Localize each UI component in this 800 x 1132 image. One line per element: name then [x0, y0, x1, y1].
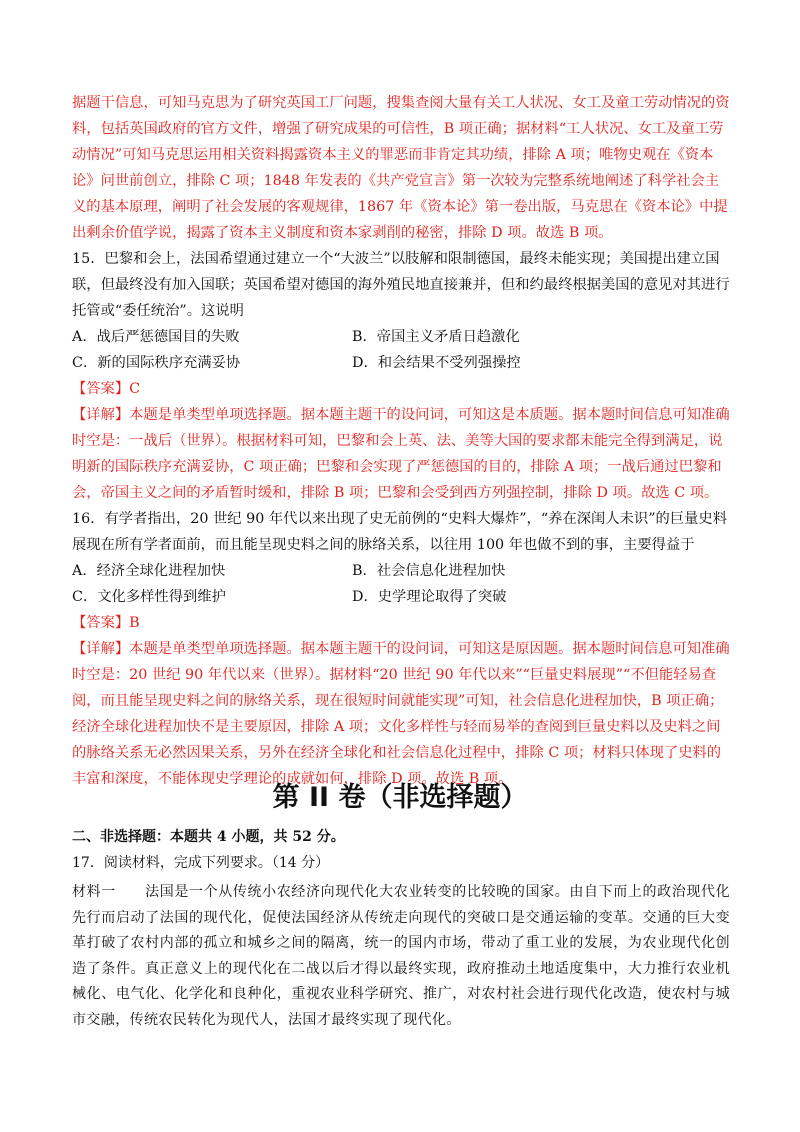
q15-option-a: A．战后严惩德国目的失败 [72, 329, 240, 345]
q15-option-c: C．新的国际秩序充满妥协 [72, 355, 241, 371]
q15-detail-text: 【详解】本题是单类型单项选择题。据本题主题干的设问词，可知这是本质题。据本题时间信息可知准确时空是：一战后（世界）。根据材料可知，巴黎和会上英、法、美等大国的要求都未能完全得到满足，说明新的国际秩序充满妥协，C 项正确；巴黎和会实现了严惩德国的目的，排除 A 项；一战后通过巴黎和会，帝国主义之间的矛盾暂时缓和，排除 B 项；巴黎和会受到西方列强控制，排除 D 项。故选 C 项。 [72, 407, 730, 501]
q16-answer: 【答案】B [72, 615, 140, 631]
q15-options-row-1 [72, 324, 730, 350]
q15-option-d: D．和会结果不受列强操控 [352, 355, 521, 371]
q14-detail-text: 据题干信息，可知马克思为了研究英国工厂问题，搜集查阅大量有关工人状况、女工及童工劳动情况的资料，包括英国政府的官方文件，增强了研究成果的可信性，B 项正确；据材料“工人状况、女工及童工劳动情况”可知马克思运用相关资料揭露资本主义的罪恶而非肯定其功绩，排除 A 项；唯物史观在《资本论》问世前创立，排除 C 项；1848 年发表的《共产党宣言》第一次较为完整系统地阐述了科学社会主义的基本原理，阐明了社会发展的客观规律，1867 年《资本论》第一卷出版，马克思在《资本论》中提出剩余价值学说，揭露了资本主义制度和资本家剥削的秘密，排除 D 项。故选 B 项。 [72, 95, 730, 241]
q17-material-1: 材料一 法国是一个从传统小农经济向现代化大农业转变的比较晚的国家。由自下而上的政治现代化先行而启动了法国的现代化，促使法国经济从传统走向现代的突破口是交通运输的变革。交通的巨大变革打破了农村内部的孤立和城乡之间的隔离，统一的国内市场，带动了重工业的发展，为农业现代化创造了条件。真正意义上的现代化在二战以后才得以最终实现，政府推动土地适度集中，大力推行农业机械化、电气化、化学化和良种化，重视农业科学研究、推广，对农村社会进行现代化改造，使农村与城市交融，传统农民转化为现代人，法国才最终实现了现代化。 [72, 884, 730, 1028]
q16-options-row-2 [72, 584, 730, 610]
q16-detail-text: 【详解】本题是单类型单项选择题。据本题主题干的设问词，可知这是原因题。据本题时间信息可知准确时空是：20 世纪 90 年代以来（世界）。据材料“20 世纪 90 年代以来”“巨量史料展现”“不但能轻易查阅，而且能呈现史料之间的脉络关系，现在很短时间就能实现”可知，社会信息化进程加快，B 项正确；经济全球化进程加快不是主要原因，排除 A 项；文化多样性与轻而易举的查阅到巨量史料以及史料之间的脉络关系无必然因果关系，另外在经济全球化和社会信息化过程中，排除 C 项；材料只体现了史料的丰富和深度，不能体现史学理论的成就如何，排除 D 项。故选 B 项。 [72, 641, 730, 787]
section-heading: 第 II 卷（非选择题） [272, 782, 528, 813]
q15-options-row-2 [72, 350, 730, 376]
q17-stem: 17．阅读材料，完成下列要求。（14 分） [72, 855, 330, 871]
q16-option-d: D．史学理论取得了突破 [352, 589, 507, 605]
q15-stem: 15．巴黎和会上，法国希望通过建立一个“大波兰”以肢解和限制德国，最终未能实现；美国提出建立国联，但最终没有加入国联；英国希望对德国的海外殖民地直接兼并，但和约最终根据美国的意见对其进行托管或“委任统治”。这说明 [72, 251, 730, 319]
q16-option-c: C．文化多样性得到维护 [72, 589, 226, 605]
q16-option-a: A．经济全球化进程加快 [72, 563, 226, 579]
q15-answer: 【答案】C [72, 381, 141, 397]
q16-options-row-1 [72, 558, 730, 584]
q16-option-b: B．社会信息化进程加快 [352, 563, 506, 579]
section-note: 二、非选择题：本题共 4 小题，共 52 分。 [72, 829, 345, 845]
q15-option-b: B．帝国主义矛盾日趋激化 [352, 329, 520, 345]
q16-stem: 16．有学者指出，20 世纪 90 年代以来出现了史无前例的“史料大爆炸”，“养在深闺人未识”的巨量史料展现在所有学者面前，而且能呈现史料之间的脉络关系，以往用 100 年也做不到的事，主要得益于 [72, 511, 728, 553]
